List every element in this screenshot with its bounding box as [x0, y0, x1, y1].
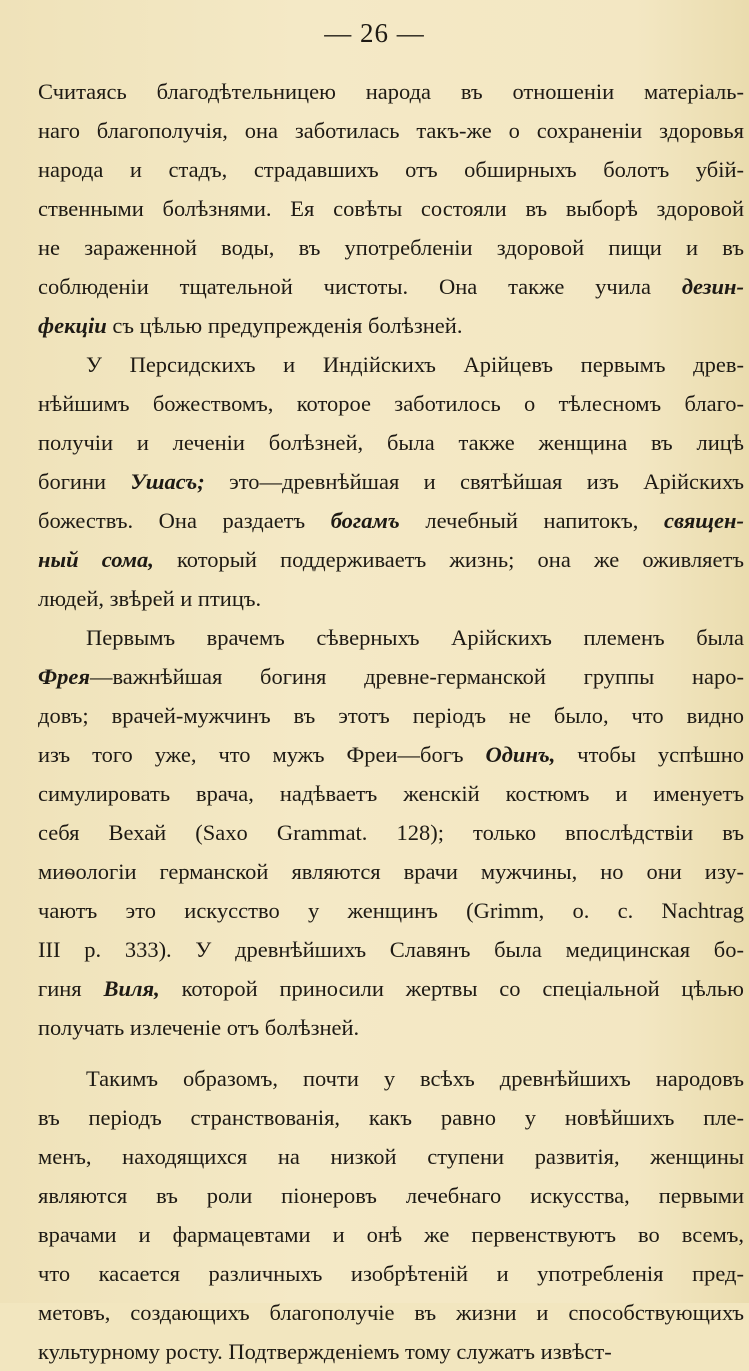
text-line [38, 1254, 744, 1293]
text-line [38, 774, 744, 813]
text-run: —важнѣйшая богиня древне-германской группы наро- [89, 664, 744, 689]
text-line [38, 150, 744, 189]
text-line [38, 462, 744, 501]
text-run: не зараженной воды, въ употребленіи здоровой пищи и въ [38, 235, 744, 260]
paragraph-gap [38, 1047, 744, 1059]
body-text [38, 72, 744, 1371]
text-run: Считаясь благодѣтельницею народа въ отношеніи матеріаль- [38, 79, 744, 104]
italic-term: священ- [663, 508, 744, 533]
text-run: нѣйшимъ божествомъ, которое заботилось о тѣлесномъ благо- [38, 391, 744, 416]
text-line [38, 540, 744, 579]
text-line [38, 1176, 744, 1215]
text-line [38, 969, 744, 1008]
text-run: чаютъ это искусство у женщинъ (Grimm, o. c. Nachtrag [38, 898, 744, 923]
text-line [38, 423, 744, 462]
text-line [38, 852, 744, 891]
text-line [38, 1215, 744, 1254]
text-run: въ періодъ странствованія, какъ равно у новѣйшихъ пле- [38, 1105, 744, 1130]
text-line [38, 930, 744, 969]
text-run: людей, звѣрей и птицъ. [38, 586, 262, 611]
italic-term: дезин- [681, 274, 744, 299]
text-line [38, 1293, 744, 1332]
italic-term: богамъ [330, 508, 400, 533]
text-run: получать излеченіе отъ болѣзней. [38, 1015, 360, 1040]
text-run: культурному росту. Подтвержденіемъ тому служатъ извѣст- [38, 1339, 612, 1364]
text-line [38, 891, 744, 930]
italic-term: фекціи [38, 313, 107, 338]
text-line [38, 384, 744, 423]
text-run: что касается различныхъ изобрѣтеній и употребленія пред- [38, 1261, 744, 1286]
text-run: который поддерживаетъ жизнь; она же оживляетъ [153, 547, 744, 572]
text-line [38, 1008, 744, 1047]
text-run: получіи и леченіи болѣзней, была также женщина въ лицѣ [38, 430, 744, 455]
text-line [38, 618, 744, 657]
text-run: которой приносили жертвы со спеціальной цѣлью [159, 976, 744, 1001]
text-run: наго благополучія, она заботилась такъ-же о сохраненіи здоровья [38, 118, 744, 143]
text-line [38, 1137, 744, 1176]
text-run: лечебный напитокъ, [399, 508, 664, 533]
text-run: народа и стадъ, страдавшихъ отъ обширныхъ болотъ убій- [38, 157, 744, 182]
text-run: метовъ, создающихъ благополучіе въ жизни и способствующихъ [38, 1300, 744, 1325]
text-line [38, 111, 744, 150]
page-number: — 26 — [324, 18, 425, 48]
text-run: гиня [38, 976, 104, 1001]
text-run: врачами и фармацевтами и онѣ же первенствуютъ во всемъ, [38, 1222, 744, 1247]
text-run: Такимъ образомъ, почти у всѣхъ древнѣйшихъ народовъ [86, 1066, 744, 1091]
text-run: довъ; врачей-мужчинъ въ этотъ періодъ не было, что видно [38, 703, 744, 728]
text-run: съ цѣлью предупрежденія болѣзней. [106, 313, 463, 338]
italic-term: Одинъ, [485, 742, 556, 767]
text-line [38, 345, 744, 384]
text-run: У Персидскихъ и Индійскихъ Арійцевъ первымъ древ- [86, 352, 744, 377]
text-run: чтобы успѣшно [555, 742, 744, 767]
text-line [38, 579, 744, 618]
text-run: миѳологіи германской являются врачи мужчины, но они изу- [38, 859, 744, 884]
text-line [38, 228, 744, 267]
text-run: это—древнѣйшая и святѣйшая изъ Арійскихъ [204, 469, 744, 494]
text-run: являются въ роли піонеровъ лечебнаго искусства, первыми [38, 1183, 744, 1208]
text-line [38, 1059, 744, 1098]
text-line [38, 735, 744, 774]
text-run: богини [38, 469, 131, 494]
text-run: ственными болѣзнями. Ея совѣты состояли въ выборѣ здоровой [38, 196, 744, 221]
text-line [38, 813, 744, 852]
text-run: изъ того уже, что мужъ Фреи—богъ [38, 742, 486, 767]
text-line [38, 1098, 744, 1137]
text-line [38, 696, 744, 735]
text-line [38, 189, 744, 228]
text-run: божествъ. Она раздаетъ [38, 508, 331, 533]
italic-term: Фрея [38, 664, 90, 689]
text-line [38, 306, 744, 345]
italic-term: Ушасъ; [130, 469, 205, 494]
text-line [38, 267, 744, 306]
text-run: менъ, находящихся на низкой ступени развитія, женщины [38, 1144, 744, 1169]
text-run: себя Вехай (Saxo Grammat. 128); только впослѣдствіи въ [38, 820, 744, 845]
text-line [38, 657, 744, 696]
text-line [38, 72, 744, 111]
text-line [38, 1332, 744, 1371]
text-run: симулировать врача, надѣваетъ женскій костюмъ и именуетъ [38, 781, 744, 806]
text-line [38, 501, 744, 540]
text-run: соблюденіи тщательной чистоты. Она также учила [38, 274, 682, 299]
italic-term: ный сома, [38, 547, 154, 572]
italic-term: Виля, [103, 976, 160, 1001]
text-run: Первымъ врачемъ сѣверныхъ Арійскихъ племенъ была [86, 625, 744, 650]
text-run: III p. 333). У древнѣйшихъ Славянъ была медицинская бо- [38, 937, 744, 962]
